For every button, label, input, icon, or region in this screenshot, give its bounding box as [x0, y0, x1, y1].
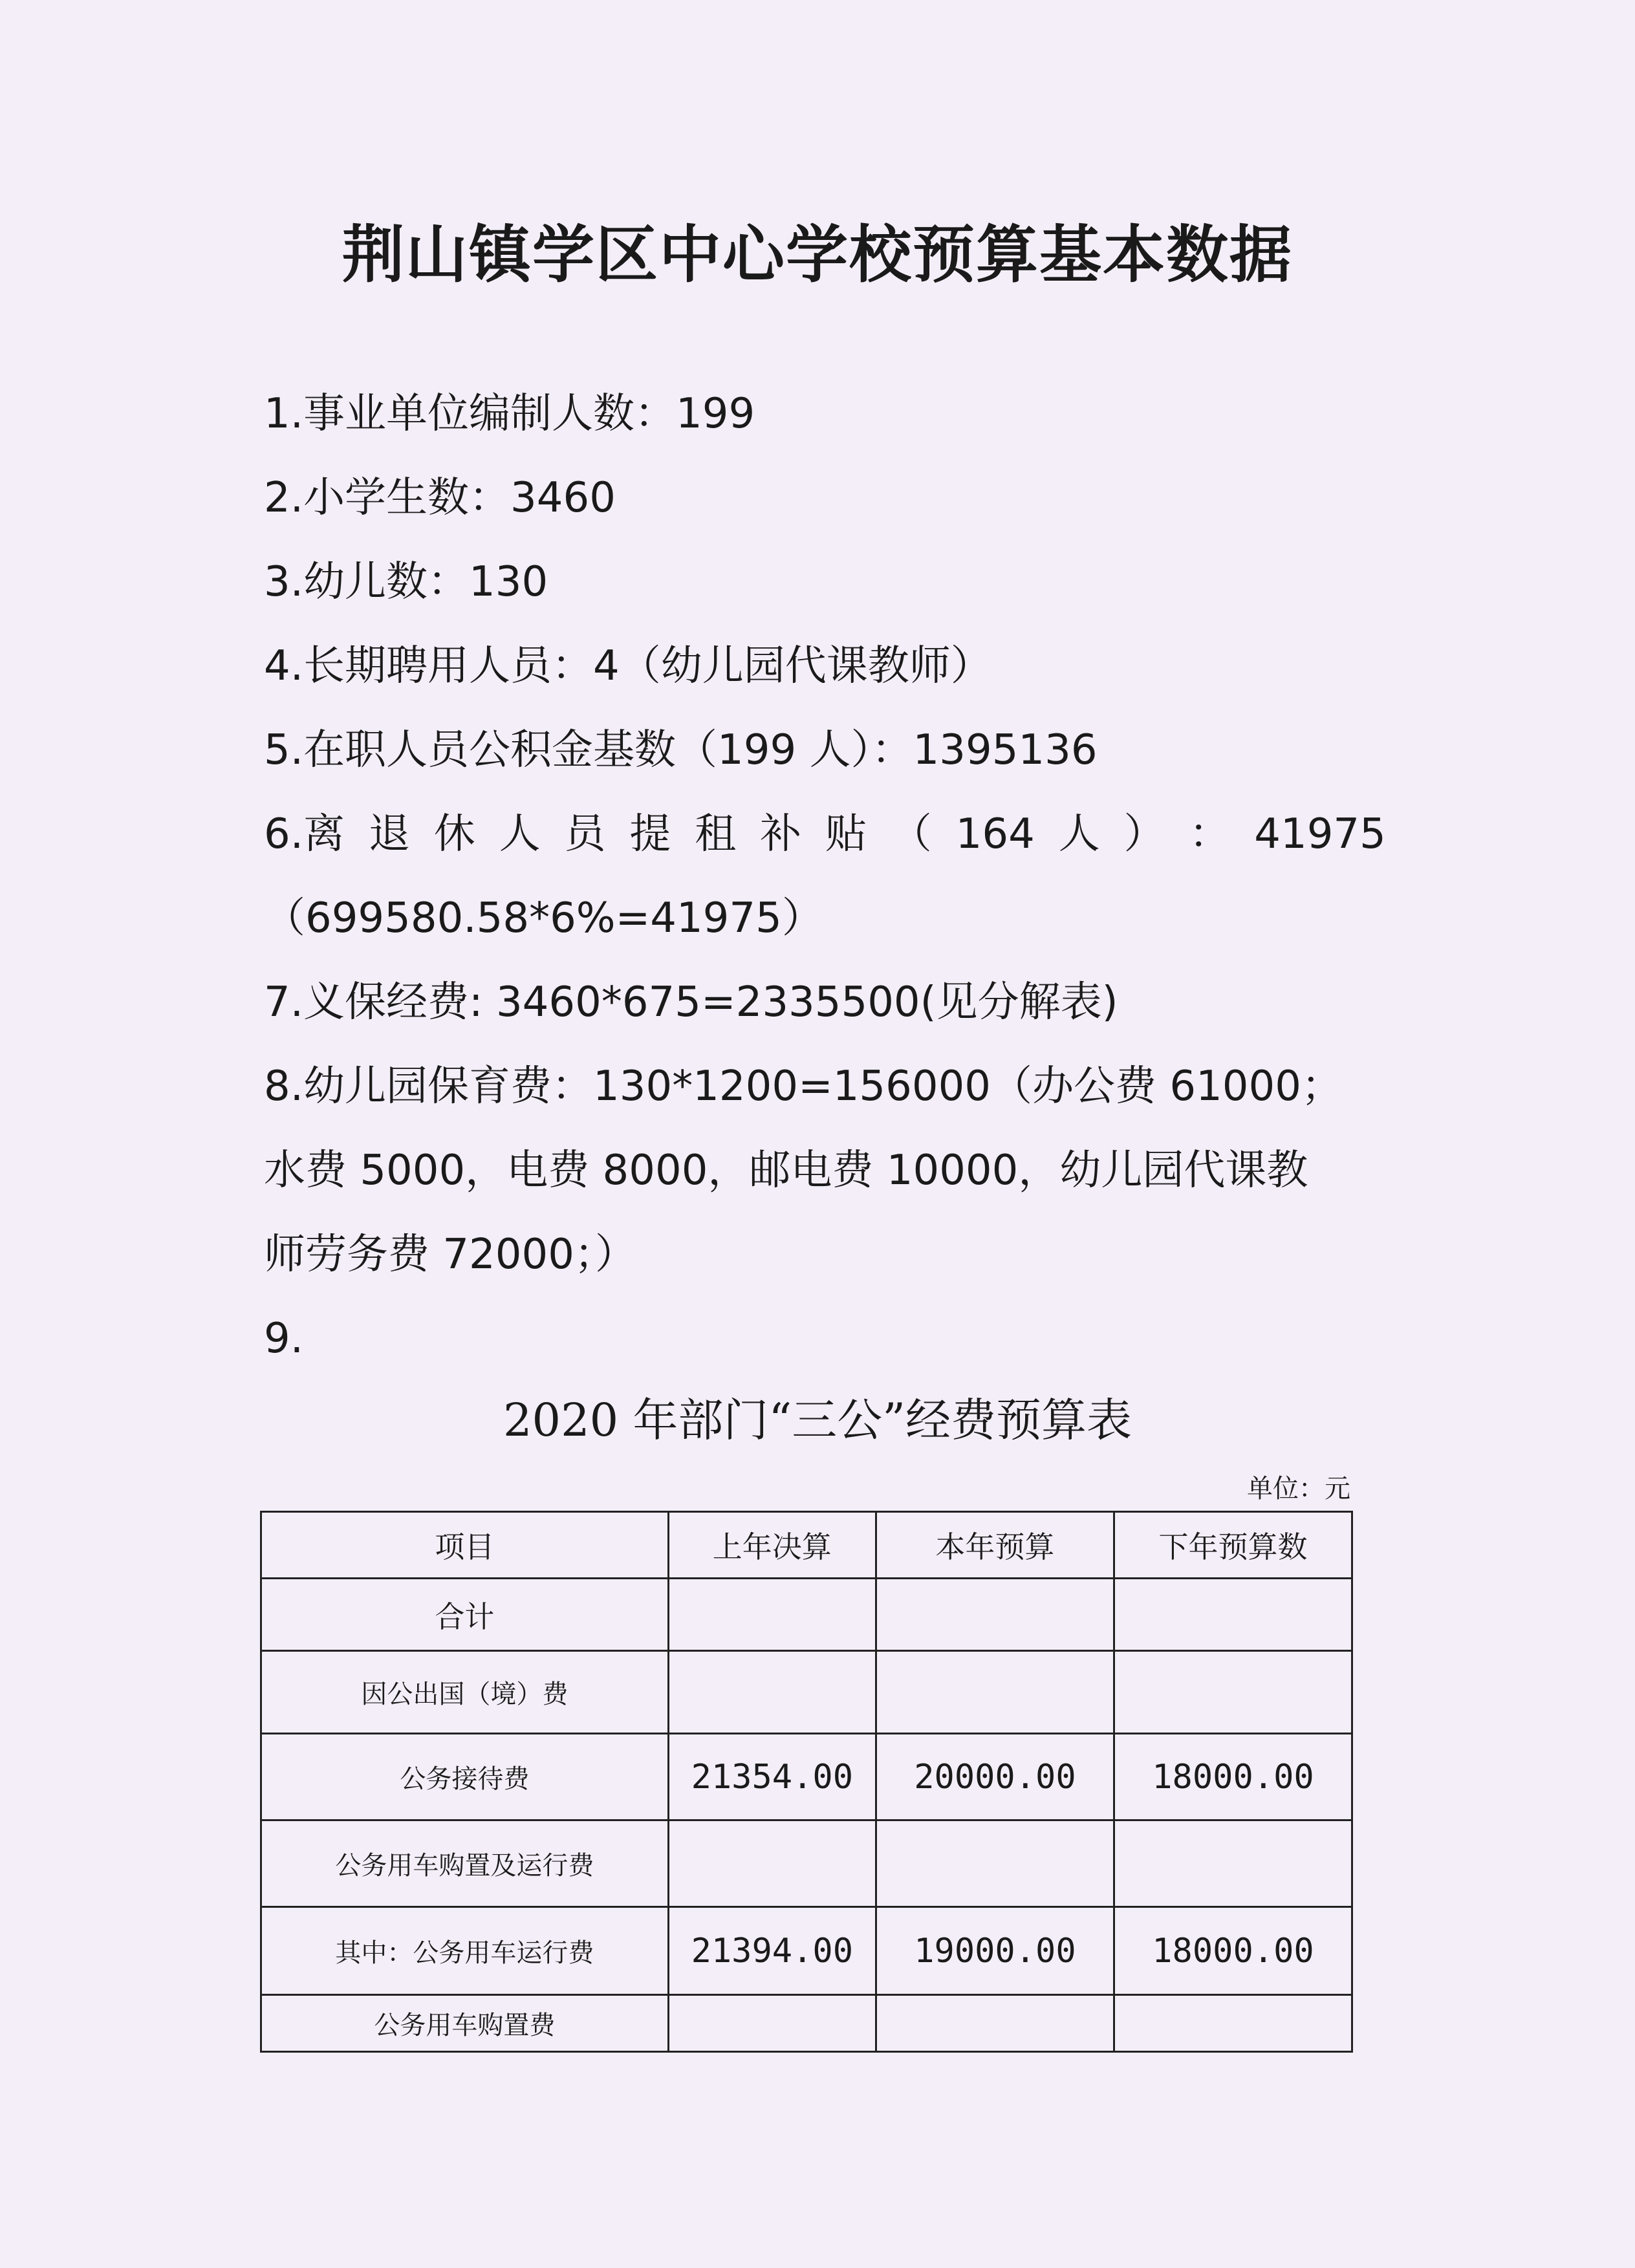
- list-item: 4.长期聘用人员：4（幼儿园代课教师）: [264, 642, 992, 690]
- list-item: 9.: [264, 1315, 304, 1363]
- cell-curr: [876, 1579, 1114, 1651]
- cell-prev: [668, 1995, 876, 2052]
- cell-prev: 21354.00: [668, 1734, 876, 1820]
- cell-prev: [668, 1579, 876, 1651]
- list-item: 8.幼儿园保育费：130*1200=156000（办公费 61000；: [264, 1063, 1343, 1110]
- cell-next: [1114, 1995, 1352, 2052]
- row-label: 因公出国（境）费: [261, 1651, 669, 1734]
- table-row: [261, 1820, 1352, 1907]
- column-header: 本年预算: [876, 1512, 1114, 1579]
- budget-table: [260, 1511, 1353, 2053]
- table-row: [261, 1995, 1352, 2052]
- cell-prev: 21394.00: [668, 1907, 876, 1995]
- table-row: [261, 1651, 1352, 1734]
- list-item: 3.幼儿数：130: [264, 558, 548, 606]
- row-label: 其中：公务用车运行费: [261, 1907, 669, 1995]
- cell-next: 18000.00: [1114, 1907, 1352, 1995]
- data-item-list: [264, 372, 1389, 1381]
- row-label: 公务用车购置费: [261, 1995, 669, 2052]
- row-label: 合计: [261, 1579, 669, 1651]
- row-label: 公务接待费: [261, 1734, 669, 1820]
- list-item: 5.在职人员公积金基数（199 人）：1395136: [264, 726, 1098, 774]
- list-item-justified: 6.离 退 休 人 员 提 租 补 贴 （ 164 人 ） ： 41975: [264, 810, 1386, 858]
- table-row: [261, 1579, 1352, 1651]
- table-header-row: [261, 1512, 1352, 1579]
- column-header: 上年决算: [668, 1512, 876, 1579]
- page-title: 荆山镇学区中心学校预算基本数据: [342, 219, 1293, 291]
- list-item: 水费 5000，电费 8000，邮电费 10000，幼儿园代课教: [264, 1147, 1308, 1194]
- column-header: 下年预算数: [1114, 1512, 1352, 1579]
- cell-curr: [876, 1820, 1114, 1907]
- table-title: 2020 年部门“三公”经费预算表: [503, 1394, 1132, 1447]
- list-item: （699580.58*6%=41975）: [264, 894, 823, 942]
- cell-next: [1114, 1651, 1352, 1734]
- list-item: 7.义保经费: 3460*675=2335500(见分解表): [264, 978, 1118, 1026]
- table-row: [261, 1907, 1352, 1995]
- unit-label: 单位：元: [1247, 1474, 1350, 1504]
- cell-curr: 19000.00: [876, 1907, 1114, 1995]
- list-item: 1.事业单位编制人数：199: [264, 390, 755, 438]
- cell-prev: [668, 1651, 876, 1734]
- list-item: 2.小学生数：3460: [264, 474, 616, 522]
- list-item: 师劳务费 72000；）: [264, 1231, 636, 1279]
- cell-next: [1114, 1820, 1352, 1907]
- cell-curr: [876, 1995, 1114, 2052]
- column-header: 项目: [261, 1512, 669, 1579]
- cell-curr: 20000.00: [876, 1734, 1114, 1820]
- row-label: 公务用车购置及运行费: [261, 1820, 669, 1907]
- cell-curr: [876, 1651, 1114, 1734]
- cell-next: [1114, 1579, 1352, 1651]
- table-row: [261, 1734, 1352, 1820]
- cell-prev: [668, 1820, 876, 1907]
- cell-next: 18000.00: [1114, 1734, 1352, 1820]
